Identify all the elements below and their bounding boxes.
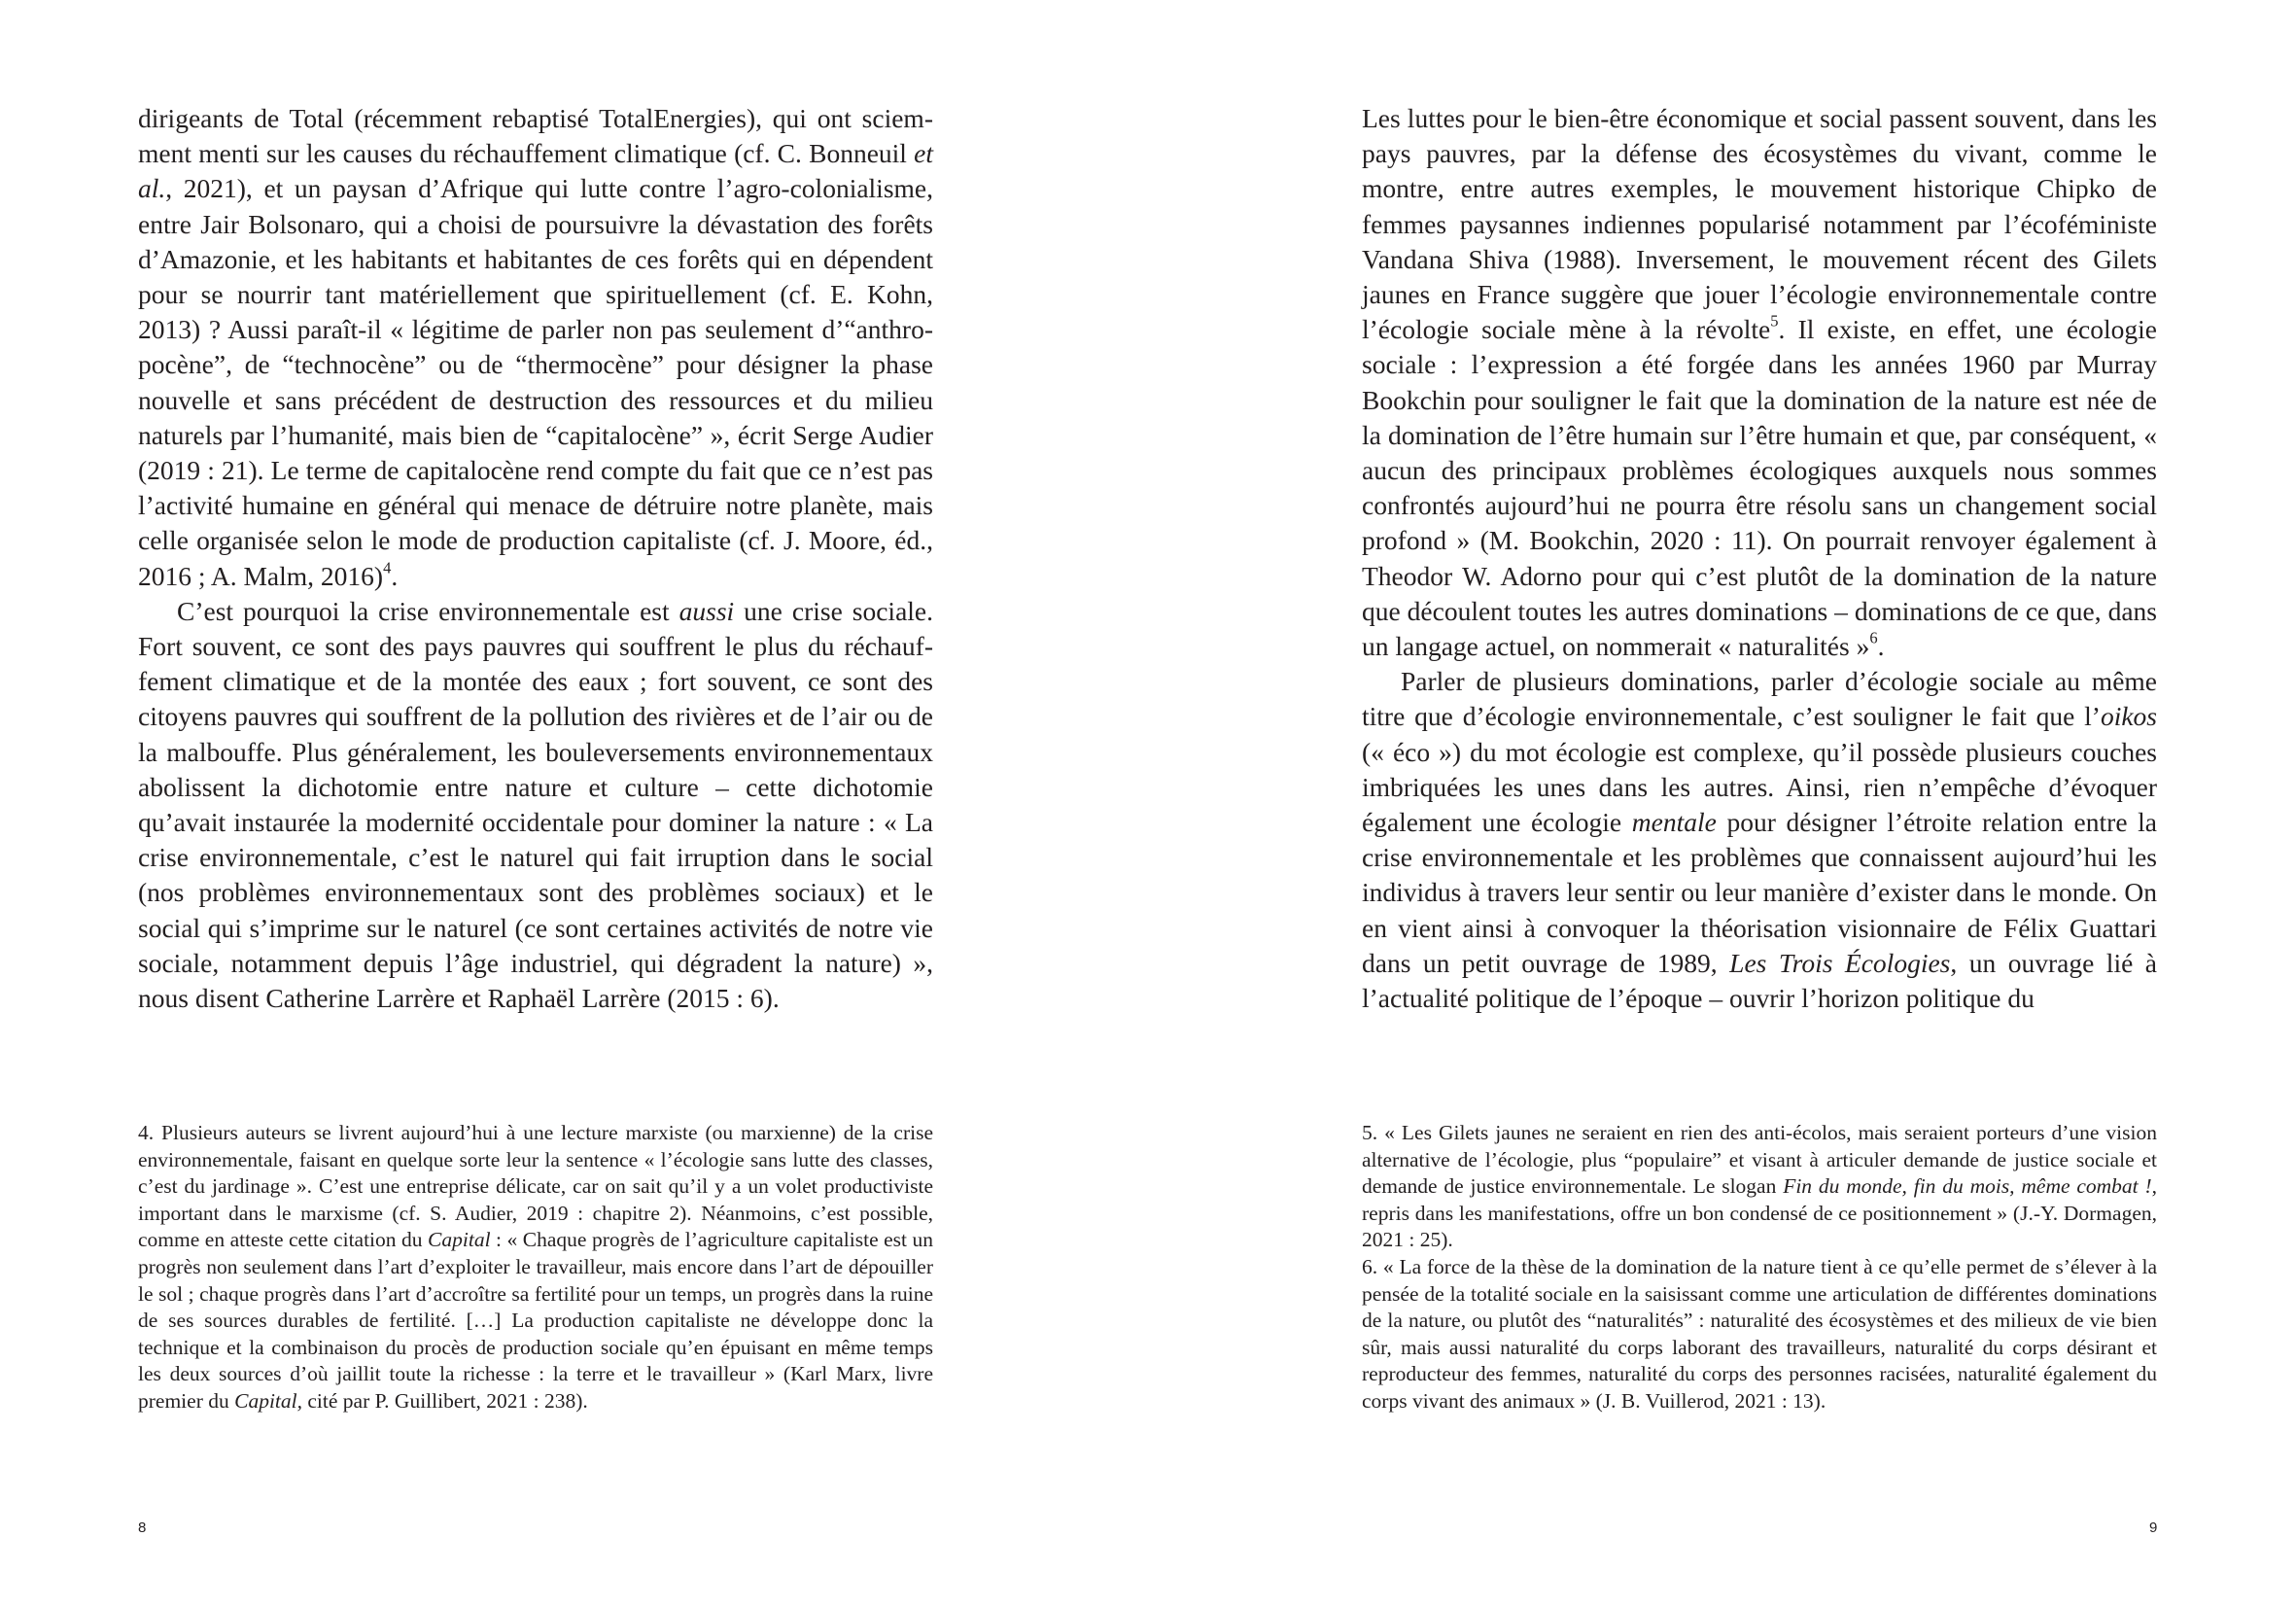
italic-text: Capital,	[234, 1388, 302, 1413]
text-run: une crise sociale. Fort souvent, ce sont des pays pauvres qui souffrent le plus du réchauffement climatique et de la montée des eaux ; fort souvent, ce sont des citoyens pauvres qui souffrent de la pollution des rivières et de l’air ou de la malbouffe. Plus généralement, les bouleversements environnementaux abolissent la dichotomie entre nature et culture – cette dichotomie qu’avait instaurée la modernité occidentale pour dominer la nature : « La crise environnementale, c’est le naturel qui fait irruption dans le social (nos problèmes environnementaux sont des problèmes sociaux) et le social qui s’imprime sur le naturel (ce sont certaines activités de notre vie sociale, notamment depuis l’âge industriel, qui dégradent la nature) », nous disent Catherine Larrère et Raphaël Larrère (2015 : 6).	[138, 595, 933, 1014]
page-number: 9	[2149, 1520, 2158, 1536]
text-run: .	[391, 560, 399, 591]
italic-text: mentale	[1631, 807, 1717, 838]
footnote-ref[interactable]: 5	[1770, 311, 1779, 331]
italic-text: oikos	[2100, 701, 2157, 732]
text-run: , repris dans les manifestations, offre un bon condensé de ce positionnement » (J.-Y. Dormagen, 2021 : 25).	[1362, 1174, 2158, 1252]
text-run: Parler de plusieurs dominations, parler d’écologie sociale au même titre que d’écologie environnementale, c’est souligner le fait que l’	[1362, 666, 2157, 732]
page-number: 8	[138, 1520, 147, 1536]
text-run: Les luttes pour le bien-être économique et social passent souvent, dans les pays pauvres, par la défense des écosystèmes du vivant, comme le montre, entre autres exemples, le mouvement historique Chipko de femmes paysannes indiennes popularisé notamment par l’écoféministe Vandana Shiva (1988). Inversement, le mouvement récent des Gilets jaunes en France suggère que jouer l’écologie environnementale contre l’écologie sociale mène à la révolte	[1362, 103, 2157, 345]
text-run: .	[1877, 631, 1885, 662]
text-run: : « Chaque progrès de l’agriculture capitaliste est un progrès non seulement dans l’art d’exploiter le travailleur, mais encore dans l’art de dépouiller le sol ; chaque progrès dans l’art d’accroître sa fertilité pour un temps, un progrès dans la ruine de ses sources durables de fertilité. […] La production capitaliste ne développe donc la technique et la combinaison du procès de production sociale qu’en épuisant en même temps les deux sources d’où jaillit toute la richesse : la terre et le travailleur » (Karl Marx, livre premier du	[138, 1228, 934, 1413]
paragraph	[1362, 664, 2157, 1016]
text-run: 5. « Les Gilets jaunes ne seraient en rien des anti-écolos, mais seraient porteurs d’une vision alternative de l’écologie, plus “populaire” et visant à articuler demande de justice sociale et demande de justice environnementale. Le slogan	[1362, 1121, 2157, 1199]
italic-text: aussi	[678, 595, 735, 626]
italic-text: Capital	[428, 1228, 491, 1252]
body-text	[1362, 101, 2157, 1016]
text-run: , un ouvrage lié à l’actualité politique de l’époque – ouvrir l’horizon politique du	[1362, 947, 2158, 1014]
text-run: pour désigner l’étroite relation entre la crise environnementale et les problèmes que connaissent aujourd’hui les individus à travers leur sentir ou leur manière d’exister dans le monde. On en vient ainsi à convoquer la théorisation visionnaire de Félix Guattari dans un petit ouvrage de 1989,	[1362, 807, 2157, 978]
footnotes	[1362, 1120, 2157, 1415]
body-text	[138, 101, 933, 1016]
paragraph	[1362, 101, 2157, 664]
text-run: 6. « La force de la thèse de la domination de la nature tient à ce qu’elle permet de s’élever à la pensée de la totalité sociale en la saisissant comme une articulation de différentes dominations de la nature, ou plutôt des “naturalités” : naturalité des écosystèmes et des milieux de vie bien sûr, mais aussi naturalité du corps laborant des travailleurs, naturalité du corps désirant et reproducteur des femmes, naturalité du corps des personnes racisées, naturalité également du corps vivant des animaux » (J. B. Vuillerod, 2021 : 13).	[1362, 1254, 2157, 1413]
italic-text: Fin du monde, fin du mois, même combat !	[1783, 1174, 2152, 1199]
text-run: cité par P. Guillibert, 2021 : 238).	[302, 1388, 588, 1413]
text-run: , 2021), et un paysan d’Afrique qui lutte contre l’agro-colonialisme, entre Jair Bolsonaro, qui a choisi de poursuivre la dévastation des forêts d’Amazonie, et les habitants et habitantes de ces forêts qui en dépendent pour se nourrir tant matériellement que spirituellement (cf. E. Kohn, 2013) ? Aussi paraît-il « légitime de parler non pas seulement d’“anthropocène”, de “technocène” ou de “thermocène” pour désigner la phase nouvelle et sans précédent de destruction des ressources et du milieu naturels par l’humanité, mais bien de “capitalocène” », écrit Serge Audier (2019 : 21). Le terme de capitalocène rend compte du fait que ce n’est pas l’activité humaine en général qui menace de détruire notre planète, mais celle organisée selon le mode de production capitaliste (cf. J. Moore, éd., 2016 ; A. Malm, 2016)	[138, 173, 933, 591]
italic-text: Les Trois Écologies	[1729, 947, 1951, 978]
text-run: C’est pourquoi la crise environnementale est	[177, 595, 679, 626]
footnote-4	[138, 1120, 933, 1415]
footnote-ref[interactable]: 4	[383, 558, 392, 577]
text-run: (« éco ») du mot écologie est complexe, qu’il possède plusieurs couches imbriquées les unes dans les autres. Ainsi, rien n’empêche d’évoquer également une écologie	[1362, 736, 2157, 838]
text-run: dirigeants de Total (récemment rebaptisé TotalEnergies), qui ont sciemment menti sur les causes du réchauffement climatique (cf. C. Bonneuil	[138, 103, 933, 169]
footnote-ref[interactable]: 6	[1869, 628, 1878, 647]
italic-text: et al.	[138, 138, 933, 204]
right-page	[1148, 0, 2296, 1607]
footnote-5	[1362, 1120, 2157, 1254]
text-run: 4. Plusieurs auteurs se livrent aujourd’hui à une lecture marxiste (ou marxienne) de la crise environnementale, faisant en quelque sorte leur la sentence « l’écologie sans lutte des classes, c’est du jardinage ». C’est une entreprise délicate, car on sait qu’il y a un volet productiviste important dans le marxisme (cf. S. Audier, 2019 : chapitre 2). Néanmoins, c’est possible, comme en atteste cette citation du	[138, 1121, 933, 1252]
footnotes	[138, 1120, 933, 1415]
paragraph	[138, 101, 933, 594]
paragraph	[138, 594, 933, 1016]
text-run: . Il existe, en effet, une écologie sociale : l’expression a été forgée dans les années 1960 par Murray Bookchin pour souligner le fait que la domination de la nature est née de la domination de l’être humain sur l’être humain et que, par conséquent, « aucun des principaux problèmes écologiques auxquels nous sommes confrontés aujourd’hui ne pourra être résolu sans un changement social profond » (M. Bookchin, 2020 : 11). On pourrait renvoyer également à Theodor W. Adorno pour qui c’est plutôt de la domination de la nature que découlent toutes les autres dominations – dominations de ce que, dans un langage actuel, on nommerait « naturalités »	[1362, 314, 2157, 662]
footnote-6	[1362, 1254, 2157, 1415]
